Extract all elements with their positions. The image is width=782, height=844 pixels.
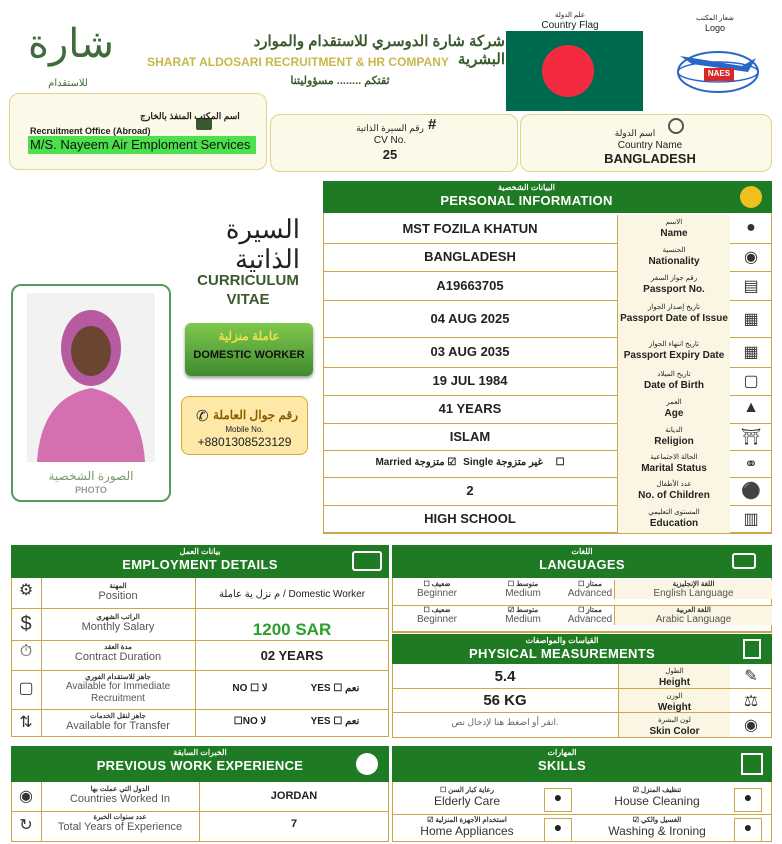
palette-icon: ◉ [744,717,758,734]
emp-row-line [11,640,389,641]
cv-title-en-1: CURRICULUM [197,272,299,289]
dollar-icon: $ [20,613,32,635]
lang-medium-ar: متوسط [516,607,539,614]
logo-text: شارة [28,21,114,67]
personal-label [617,505,730,533]
personal-label-en: Passport No. [643,284,705,295]
position-label [41,582,195,602]
globe-icon: ◉ [744,249,758,266]
recruitment-office-label-ar: اسم المكتب المنفذ بالخارج [140,111,240,121]
personal-value: ISLAM [449,429,491,444]
cv-label-ar: رقم السيرة الذاتية [356,123,424,133]
personal-label-ar: تاريخ إصدار الجواز [647,304,701,311]
cake-icon: ▲ [743,399,759,416]
hash-icon: # [428,116,437,133]
office-logo [672,38,764,102]
lang-advanced-ar: ممتاز [586,581,602,588]
single-checkbox[interactable]: ☐ [555,457,565,468]
countries-label [41,785,199,805]
person-photo-icon [27,293,155,462]
skill-ar: الغسيل والكي [641,817,682,824]
job-badge [185,323,313,376]
photo-label-en: PHOTO [75,485,107,495]
office-logo-label-en: Logo [704,23,726,33]
married-label: Married [375,457,412,468]
emp-row-line [11,709,389,710]
personal-label [617,300,730,337]
rings-icon: ⚭ [744,456,758,473]
recruitment-office-value: M/S. Nayeem Air Emploment Services [28,136,256,154]
lang-beginner-en: Beginner [416,614,458,625]
personal-label-en: No. of Children [638,490,710,501]
personal-label-ar: العمر [666,399,682,406]
personal-info-header-en: PERSONAL INFORMATION [440,193,613,208]
personal-label [617,450,730,477]
screen-icon: ▢ [18,680,34,697]
iron-icon: ● [734,818,762,842]
skill-item[interactable] [582,816,732,844]
skills-header-ar: المهارات [547,748,577,757]
transfer-yes[interactable]: YES ☐ نعم [310,716,360,727]
cv-label-en: CV No. [373,135,407,146]
globe-icon: ◉ [19,788,33,805]
company-slogan: ثقتكم ........ مسؤوليتنا [290,75,390,87]
lang-medium-ar: متوسط [516,581,539,588]
skill-ar: رعاية كبار السن [448,787,495,794]
mobile-label-en: Mobile No. [225,425,264,434]
lang-advanced-ar: ممتاز [586,607,602,614]
ruler-icon [743,639,761,659]
skill-item[interactable] [582,786,732,814]
lang-name-en: Arabic Language [655,614,732,625]
years-label [41,813,199,833]
personal-value: 03 AUG 2035 [430,344,510,359]
cv-title-ar: السيرة الذاتية [225,215,300,275]
languages-header [392,545,772,578]
cv-title-en-2: VITAE [226,291,270,308]
salary-label-ar: الراتب الشهري [96,614,140,621]
physical-header-ar: القياسات والمواصفات [525,636,599,645]
lang-medium[interactable] [480,606,566,625]
lang-medium-en: Medium [505,614,541,625]
emp-row-line [11,670,389,671]
immediate-label-en: Available for Immediate Recruitment [65,681,171,704]
height-label-ar: الطول [665,668,684,675]
lang-row-line [392,631,772,632]
employment-header [11,545,389,578]
stopwatch-icon: ⏱ [19,643,33,660]
emp-col-line [195,578,196,737]
lang-medium-mark[interactable]: ☐ [507,581,515,588]
skill-mark[interactable]: ☑ [632,817,640,824]
lang-name-ar: اللغة الإنجليزية [672,581,715,588]
lang-beginner-ar: ضعيف [431,607,451,614]
document-icon: ▤ [743,278,759,295]
exp-col-line [41,782,42,842]
skill-en: Home Appliances [420,824,514,838]
personal-value: BANGLADESH [424,249,516,264]
duration-label-en: Contract Duration [74,651,162,663]
position-value: م نزل ية عاملة / Domestic Worker [218,589,366,600]
countries-value: JORDAN [270,790,318,802]
scale-icon: ⚖ [743,693,759,710]
flag-label-en: Country Flag [541,20,599,31]
teacher-icon: ▥ [743,511,759,528]
skin-value[interactable]: انقر أو اضغط هنا لإدخال نص. [451,717,559,727]
photo-label-ar: الصورة الشخصية [48,469,134,483]
country-flag [506,31,643,111]
mobile-box [181,396,308,455]
lang-beginner[interactable] [394,580,480,599]
height-label-en: Height [658,677,691,688]
marital-options[interactable] [323,457,617,468]
skill-mark[interactable]: ☑ [427,817,434,824]
skill-en: House Cleaning [614,794,700,808]
worker-icon: ⚙ [18,582,34,599]
physical-header [392,634,732,664]
personal-label [617,395,730,423]
years-label-ar: عدد سنوات الخبرة [93,814,147,821]
lang-advanced-mark[interactable]: ☐ [578,607,585,614]
personal-label-en: Marital Status [641,463,707,474]
exp-col-line [199,782,200,842]
cycle-icon: ↻ [19,817,33,834]
calendar-icon: ▦ [743,311,759,328]
globe-header-icon [356,753,378,775]
physical-header-en: PHYSICAL MEASUREMENTS [469,646,655,661]
mobile-value: +8801308523129 [197,435,292,449]
lang-name [614,606,772,625]
experience-header-en: PREVIOUS WORK EXPERIENCE [96,758,304,773]
country-label-ar: اسم الدولة [614,128,656,138]
position-label-ar: المهنة [109,583,127,590]
company-name-ar: شركة شارة الدوسري للاستقدام والموارد البشرية [253,33,505,68]
stroller-icon: ⚫ [741,483,761,500]
years-label-en: Total Years of Experience [57,821,183,833]
skills-header [392,746,732,782]
lang-beginner-mark[interactable]: ☐ [423,607,430,614]
personal-value: 19 JUL 1984 [432,373,508,388]
lang-medium-en: Medium [505,588,541,599]
transfer-icon: ⇅ [19,714,33,731]
duration-label-ar: مدة العقد [104,644,132,651]
experience-header-ar: الخبرات السابقة [173,748,227,757]
lang-beginner[interactable] [394,606,480,625]
skin-label [618,713,730,737]
personal-value: 2 [466,483,474,498]
personal-row-line [323,533,772,534]
office-logo-label-ar: شعار المكتب [696,15,734,22]
skill-ar: تنظيف المنزل [640,787,682,794]
lang-beginner-ar: ضعيف [431,581,451,588]
transfer-no[interactable]: ☐NO لا [233,716,267,727]
immediate-yes[interactable]: YES ☐ نعم [310,683,360,694]
personal-info-header-ar: البيانات الشخصية [498,183,555,192]
skill-item[interactable] [392,816,542,844]
duration-label [41,643,195,663]
physical-header-icon-cell [732,634,772,664]
skills-header-icon-cell [732,746,772,782]
person-icon: ● [746,219,756,236]
job-en: DOMESTIC WORKER [193,349,305,361]
weight-label-en: Weight [657,702,692,713]
languages-header-ar: اللغات [571,547,593,556]
recruitment-office-label-en: Recruitment Office (Abroad) [30,126,151,136]
skill-mark[interactable]: ☐ [439,787,447,794]
single-label-ar: غير متزوجة [495,457,543,468]
immediate-label-ar: جاهز للاستقدام الفوري [85,674,151,681]
chat-icon [732,553,756,569]
personal-label-ar: تاريخ انتهاء الجواز [648,341,699,348]
position-label-en: Position [98,590,138,602]
appliance-icon: ● [544,818,572,842]
mobile-label-ar: رقم جوال العاملة [212,408,299,422]
countries-label-ar: الدول التي عملت بها [90,786,150,793]
personal-info-header [323,181,730,213]
lang-advanced[interactable] [566,580,614,599]
personal-label [617,271,730,300]
employment-header-en: EMPLOYMENT DETAILS [122,557,278,572]
countries-label-en: Countries Worked In [69,793,171,805]
skill-row-line [392,814,772,815]
transfer-label-en: Available for Transfer [66,720,170,732]
lang-name [614,580,772,599]
personal-label-en: Education [649,518,699,529]
briefcase-header-icon [352,551,382,571]
personal-header-icon-cell [730,181,772,213]
lang-name-ar: اللغة العربية [676,607,711,614]
personal-label [617,337,730,367]
country-value: BANGLADESH [604,151,696,166]
skill-ar: استخدام الأجهزة المنزلية [435,817,507,824]
personal-label-ar: الحالة الاجتماعية [650,454,698,461]
lang-beginner-en: Beginner [416,588,458,599]
lang-medium-mark[interactable]: ☑ [507,607,515,614]
head-gear-icon [740,186,762,208]
immediate-no[interactable]: NO ☐ لا [232,683,268,694]
employment-header-ar: بيانات العمل [179,547,221,556]
skill-en: Elderly Care [433,794,501,808]
flag-label-ar: علم الدولة [554,12,586,19]
lang-beginner-mark[interactable]: ☐ [423,581,430,588]
personal-label-en: Age [664,408,684,419]
skin-label-en: Skin Color [649,726,700,737]
personal-value: A19663705 [436,278,504,293]
office-logo-text: NAES [707,69,731,78]
ruler-small-icon: ✎ [744,668,758,685]
personal-label-en: Passport Expiry Date [623,350,725,361]
emp-col-line [41,578,42,737]
skills-header-en: SKILLS [537,758,587,773]
single-label: Single [463,457,494,468]
lang-advanced-en: Advanced [567,588,613,599]
height-value: 5.4 [494,668,516,685]
personal-label-en: Nationality [648,256,700,267]
personal-label [617,477,730,505]
emp-row-line [11,608,389,609]
personal-label-ar: رقم جواز السفر [650,275,698,282]
personal-label [617,243,730,271]
personal-label-ar: الاسم [665,219,683,226]
immediate-label [41,673,195,705]
married-label-ar: متزوجة [414,457,445,468]
personal-label-ar: المستوى التعليمي [648,509,700,516]
personal-label-ar: الجنسية [662,247,686,254]
weight-label [618,689,730,713]
weight-value: 56 KG [483,692,527,709]
calendar-grid-icon: ▦ [743,344,759,361]
calendar-outline-icon: ▢ [743,373,759,390]
skin-label-ar: لون البشرة [658,717,691,724]
personal-value: 04 AUG 2025 [430,311,510,326]
logo-subtext: للاستقدام [48,78,88,89]
personal-label-ar: تاريخ الميلاد [657,371,691,378]
personal-value: HIGH SCHOOL [424,511,516,526]
personal-label-en: Name [660,228,688,239]
lang-name-en: English Language [653,588,734,599]
cv-value: 25 [382,147,398,162]
lang-advanced-en: Advanced [567,614,613,625]
personal-label-en: Date of Birth [644,380,704,391]
country-label-en: Country Name [617,140,683,151]
personal-label-en: Religion [654,436,694,447]
company-name-en: SHARAT ALDOSARI RECRUITMENT & HR COMPANY [147,55,449,69]
salary-label-en: Monthly Salary [81,621,155,633]
experience-header [11,746,389,782]
exp-row-line [11,811,389,812]
maze-icon [741,753,763,775]
duration-value: 02 YEARS [260,648,324,663]
transfer-label-ar: جاهز لنقل الخدمات [90,713,146,720]
married-checkbox[interactable]: ☑ [447,457,457,468]
photo [27,293,155,462]
lang-advanced-mark[interactable]: ☐ [578,581,585,588]
years-value: 7 [290,818,298,830]
phone-icon: ✆ [196,408,209,425]
height-label [618,664,730,688]
skill-en: Washing & Ironing [608,824,706,838]
flag-circle [542,45,594,97]
personal-label-en: Passport Date of Issue [620,313,728,324]
salary-label [41,613,195,633]
languages-header-en: LANGUAGES [539,557,625,572]
job-ar: عاملة منزلية [218,329,280,343]
transfer-label [41,712,195,732]
personal-label [617,423,730,450]
salary-value: 1200 SAR [252,620,332,639]
weight-label-ar: الوزن [666,693,683,700]
lang-advanced[interactable] [566,606,614,625]
lang-medium[interactable] [480,580,566,599]
building-icon: ⛩ [740,429,762,446]
personal-label-ar: الديانة [665,427,683,434]
wheelchair-icon: ● [544,788,572,812]
skill-item[interactable] [392,786,542,814]
broom-icon: ● [734,788,762,812]
skill-mark[interactable]: ☑ [632,787,640,794]
personal-label [617,367,730,395]
personal-label-ar: عدد الأطفال [656,481,692,488]
personal-label [617,215,730,243]
personal-value: 41 YEARS [438,401,502,416]
personal-value: MST FOZILA KHATUN [402,221,538,236]
